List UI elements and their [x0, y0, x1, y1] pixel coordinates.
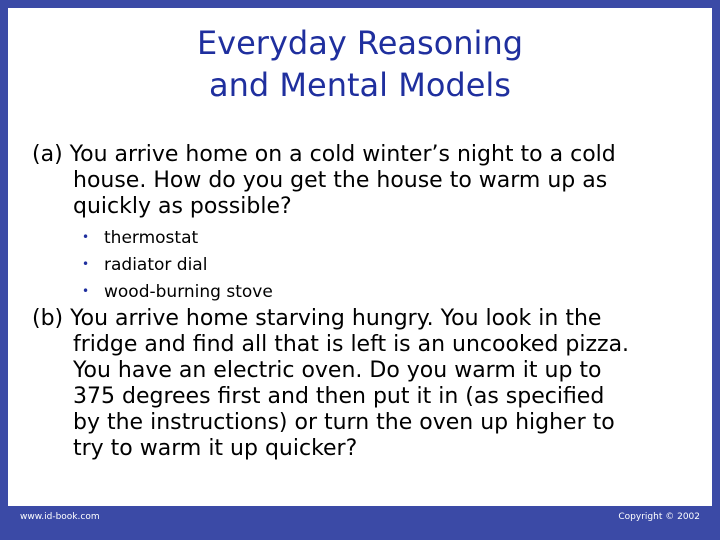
question-b-line-3: You have an electric oven. Do you warm it up to — [73, 358, 602, 383]
slide-title — [0, 22, 720, 106]
list-item — [82, 224, 273, 251]
question-a-line-3: quickly as possible? — [73, 194, 292, 219]
bullet-text: radiator dial — [104, 255, 208, 275]
list-item — [82, 278, 273, 305]
question-a — [32, 142, 702, 220]
question-b-line-1: (b) You arrive home starving hungry. You look in the — [32, 306, 602, 331]
question-b-line-5: by the instructions) or turn the oven up higher to — [73, 410, 615, 435]
title-line-1: Everyday Reasoning — [196, 24, 524, 62]
bullet-icon: • — [82, 284, 90, 298]
footer-copyright: Copyright © 2002 — [618, 512, 700, 522]
bullet-icon: • — [82, 257, 90, 271]
question-b-line-6: try to warm it up quicker? — [73, 436, 358, 461]
title-line-2: and Mental Models — [209, 66, 511, 104]
bullet-icon: • — [82, 230, 90, 244]
list-item — [82, 251, 273, 278]
answer-options-list — [82, 224, 273, 305]
question-b-line-2: fridge and find all that is left is an uncooked pizza. — [73, 332, 630, 357]
question-b-line-4: 375 degrees first and then put it in (as specified — [73, 384, 605, 409]
question-a-line-1: (a) You arrive home on a cold winter’s night to a cold — [32, 142, 616, 167]
footer-website: www.id-book.com — [20, 512, 100, 522]
bullet-text: wood-burning stove — [104, 282, 273, 302]
question-b — [32, 306, 702, 462]
question-a-line-2: house. How do you get the house to warm up as — [73, 168, 608, 193]
bullet-text: thermostat — [104, 228, 199, 248]
